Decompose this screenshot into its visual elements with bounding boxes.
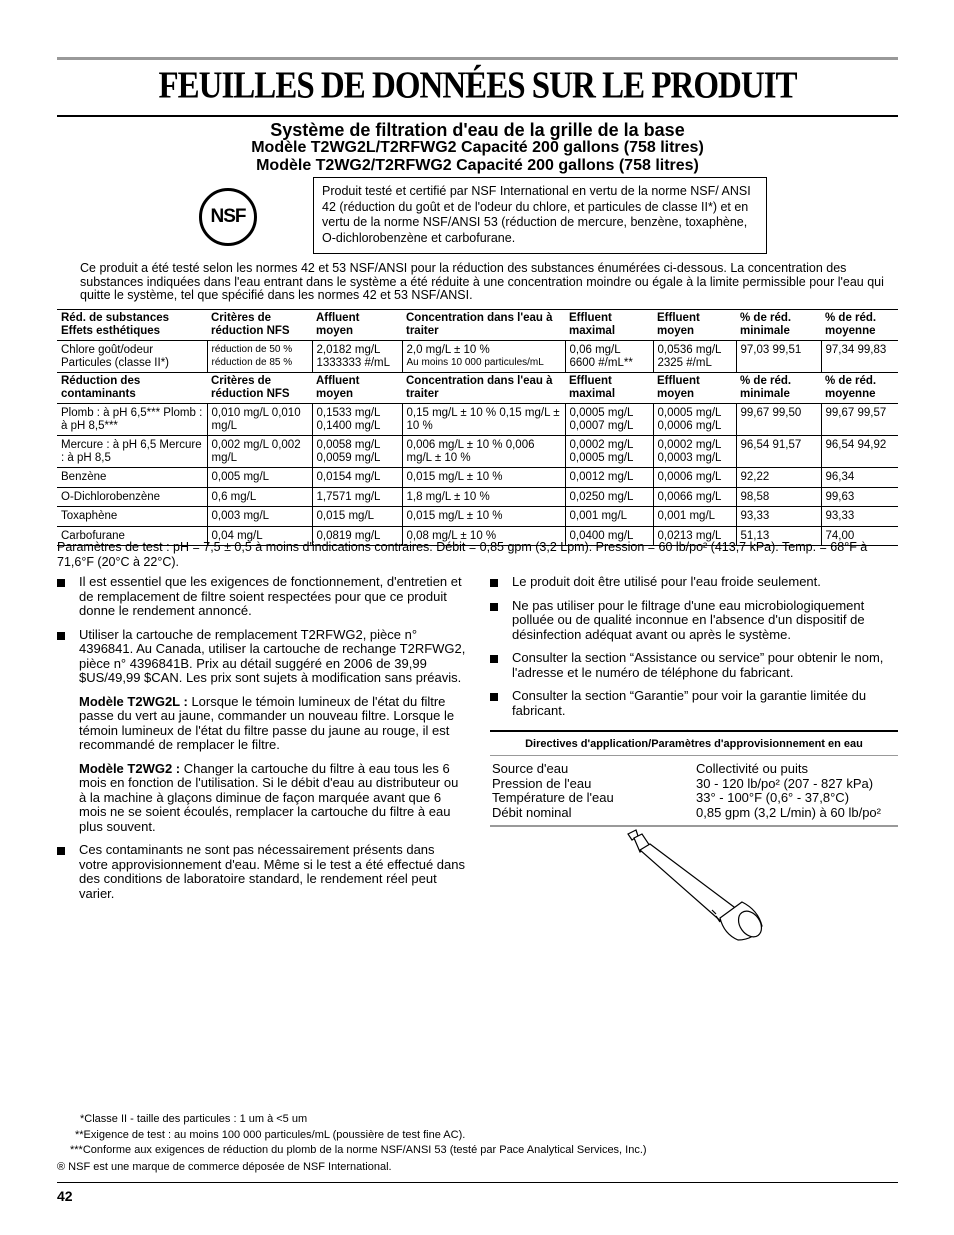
table-header: Critères de réduction NFS <box>207 373 312 404</box>
table-cell: 0,04 mg/L <box>207 526 312 546</box>
directive-label: Température de l'eau <box>492 790 614 805</box>
bottom-rule <box>57 1182 898 1183</box>
bullet-text: Ne pas utiliser pour le filtrage d'une eau microbiologiquement polluée ou de qualité inconnue en l'absence d'un dispositif de désinfection adéquat avant ou après le système. <box>512 597 865 642</box>
model-label: Modèle T2WG2L : <box>79 693 188 709</box>
table-cell: 0,0012 mg/L <box>565 468 653 488</box>
page-title: FEUILLES DE DONNÉES SUR LE PRODUIT <box>158 65 797 107</box>
table-row <box>57 507 898 527</box>
nsf-logo <box>199 188 257 246</box>
table-header: % de réd. moyenne <box>821 373 898 404</box>
bullet-item <box>57 575 467 619</box>
table-cell: 93,33 <box>821 507 898 527</box>
table-cell: 96,54 94,92 <box>821 436 898 468</box>
table-cell: 0,0002 mg/L 0,0003 mg/L <box>653 436 736 468</box>
top-rule <box>57 57 898 60</box>
bullet-square-icon <box>57 579 65 587</box>
table-row <box>57 404 898 436</box>
directives-table <box>490 730 898 827</box>
footnote-1: *Classe II - taille des particules : 1 um à <5 um <box>80 1113 308 1125</box>
table-header: Réd. de substances Effets esthétiques <box>57 310 207 341</box>
table-cell: 2,0182 mg/L 1333333 #/mL <box>312 341 402 373</box>
model-text: Changer la cartouche du filtre à eau tous les 6 mois en fonction de l'utilisation. Si le débit d'eau au distributeur ou à la machine à glaçons diminue de façon marquée avant que 6 mois ne se soient écoulés, remplacer la cartouche du filtre à eau plus souvent. <box>79 760 459 834</box>
table-cell: 0,0213 mg/L <box>653 526 736 546</box>
table-row <box>57 436 898 468</box>
table-cell: 96,34 <box>821 468 898 488</box>
table-header-row <box>57 310 898 341</box>
directives-row <box>490 756 898 777</box>
table-cell: 0,015 mg/L ± 10 % <box>402 507 565 527</box>
table-header: % de réd. minimale <box>736 373 821 404</box>
table-cell: 0,005 mg/L <box>207 468 312 488</box>
table-cell: Chlore goût/odeur Particules (classe II*) <box>57 341 207 373</box>
right-column <box>490 575 900 727</box>
directives-row <box>490 791 898 806</box>
table-cell: 0,6 mg/L <box>207 487 312 507</box>
table-cell: 74,00 <box>821 526 898 546</box>
table-cell: 0,1533 mg/L 0,1400 mg/L <box>312 404 402 436</box>
table-cell: 0,001 mg/L <box>565 507 653 527</box>
certification-box: Produit testé et certifié par NSF International en vertu de la norme NSF/ ANSI 42 (réduction du goût et de l'odeur du chlore, et particules de classe II*) et en vertu de la norme NSF/ANSI 53 (réduction de mercure, benzène, toxaphène, O-dichlorobenzène et carbofurane. <box>313 177 767 254</box>
bullet-square-icon <box>490 655 498 663</box>
table-cell: 99,67 99,50 <box>736 404 821 436</box>
table-cell: 93,33 <box>736 507 821 527</box>
directive-value: 0,85 gpm (3,2 L/min) à 60 lb/po² <box>696 804 881 820</box>
table-cell: 0,06 mg/L 6600 #/mL** <box>565 341 653 373</box>
bullet-square-icon <box>57 847 65 855</box>
table-cell: 0,0005 mg/L 0,0007 mg/L <box>565 404 653 436</box>
table-cell: 1,8 mg/L ± 10 % <box>402 487 565 507</box>
table-header: Effluent maximal <box>565 373 653 404</box>
table-cell: 0,0058 mg/L 0,0059 mg/L <box>312 436 402 468</box>
table-cell: Toxaphène <box>57 507 207 527</box>
footnote-3: ***Conforme aux exigences de réduction du plomb de la norme NSF/ANSI 53 (testé par Pace Analytical Services, Inc.) <box>70 1144 647 1156</box>
table-header: % de réd. minimale <box>736 310 821 341</box>
bullet-text: Utiliser la cartouche de remplacement T2RFWG2, pièce n° 4396841. Au Canada, utiliser la cartouche de rechange T2RFWG2, pièce n° 4396841B. Prix au détail suggéré en 2006 de 39,99 $US/49,99 $CAN. Les prix sont sujets à modification sans préavis. <box>79 626 466 685</box>
table-cell: 0,003 mg/L <box>207 507 312 527</box>
table-cell: 98,58 <box>736 487 821 507</box>
bullet-text: Il est essentiel que les exigences de fonctionnement, d'entretien et de remplacement de filtre soient respectées pour que ce produit donne le rendement annoncé. <box>79 574 462 618</box>
directive-label: Source d'eau <box>492 761 569 776</box>
table-header: Affluent moyen <box>312 373 402 404</box>
table-header-row <box>57 373 898 404</box>
test-parameters: Paramètres de test : pH = 7,5 ± 0,5 à moins d'indications contraires. Débit = 0,85 gpm (3,2 Lpm). Pression = 60 lb/po² (413,7 kPa). Temp. = 68°F à 71,6°F (20°C à 22°C). <box>57 540 868 569</box>
table-cell: 0,0005 mg/L 0,0006 mg/L <box>653 404 736 436</box>
directive-label: Pression de l'eau <box>492 775 592 791</box>
table-cell: 0,0819 mg/L <box>312 526 402 546</box>
bullet-square-icon <box>490 693 498 701</box>
bullet-square-icon <box>490 579 498 587</box>
bullet-text: Consulter la section “Assistance ou service” pour obtenir le nom, l'adresse et le numéro de téléphone du fabricant. <box>512 650 884 680</box>
bullet-item <box>490 599 900 643</box>
page-number: 42 <box>57 1188 73 1204</box>
table-cell: 97,03 99,51 <box>736 341 821 373</box>
table-cell: 0,0250 mg/L <box>565 487 653 507</box>
bullet-item <box>57 843 467 901</box>
footnote-4: ® NSF est une marque de commerce déposée de NSF International. <box>57 1161 392 1173</box>
table-cell: 51,13 <box>736 526 821 546</box>
directive-value: 30 - 120 lb/po² (207 - 827 kPa) <box>696 775 874 791</box>
table-cell: 0,15 mg/L ± 10 % 0,15 mg/L ± 10 % <box>402 404 565 436</box>
model-paragraph <box>57 762 467 835</box>
table-cell: 1,7571 mg/L <box>312 487 402 507</box>
model-label: Modèle T2WG2 : <box>79 760 181 776</box>
table-header: Effluent maximal <box>565 310 653 341</box>
model-paragraph <box>57 695 467 753</box>
cell-line: 2,0 mg/L ± 10 % <box>406 344 490 356</box>
table-cell: 0,006 mg/L ± 10 % 0,006 mg/L ± 10 % <box>402 436 565 468</box>
directives-row <box>490 777 898 792</box>
left-column <box>57 575 467 910</box>
table-cell: 0,015 mg/L <box>312 507 402 527</box>
directives-grid <box>490 756 898 827</box>
table-header: Critères de réduction NFS <box>207 310 312 341</box>
table-row <box>57 341 898 373</box>
footnote-2: **Exigence de test : au moins 100 000 particules/mL (poussière de test fine AC). <box>75 1129 466 1141</box>
bullet-item <box>490 689 900 718</box>
table-header: % de réd. moyenne <box>821 310 898 341</box>
table-cell: 0,001 mg/L <box>653 507 736 527</box>
table-cell: 0,08 mg/L ± 10 % <box>402 526 565 546</box>
table-cell: O-Dichlorobenzène <box>57 487 207 507</box>
table-cell: 0,0400 mg/L <box>565 526 653 546</box>
bullet-item <box>490 575 900 590</box>
table-cell: 0,0066 mg/L <box>653 487 736 507</box>
table-cell: Mercure : à pH 6,5 Mercure : à pH 8,5 <box>57 436 207 468</box>
table-cell: 99,63 <box>821 487 898 507</box>
cell-line: Au moins 10 000 particules/mL <box>406 356 544 368</box>
directive-label: Débit nominal <box>492 804 572 820</box>
directive-value: 33° - 100°F (0,6° - 37,8°C) <box>696 790 850 805</box>
table-cell: Benzène <box>57 468 207 488</box>
table-cell: 0,0002 mg/L 0,0005 mg/L <box>565 436 653 468</box>
bullet-text: Ces contaminants ne sont pas nécessairement présents dans votre approvisionnement d'eau. Même si le test a été effectué dans des conditions de laboratoire standard, le rendement réel peut varier. <box>79 842 465 901</box>
table-header: Effluent moyen <box>653 373 736 404</box>
table-cell: 0,015 mg/L ± 10 % <box>402 468 565 488</box>
table-header: Affluent moyen <box>312 310 402 341</box>
model-text: Lorsque le témoin lumineux de l'état du filtre passe du vert au jaune, commander un nouveau filtre. Lorsque le témoin lumineux de l'état du filtre passe du jaune au rouge, il est recommandé de remplacer le filtre. <box>79 693 455 752</box>
directive-value: Collectivité ou puits <box>696 761 808 776</box>
table-row <box>57 468 898 488</box>
bullet-text: Le produit doit être utilisé pour l'eau froide seulement. <box>512 574 821 589</box>
table-cell: 0,0536 mg/L 2325 #/mL <box>653 341 736 373</box>
directives-header: Directives d'application/Paramètres d'approvisionnement en eau <box>490 730 898 756</box>
performance-table <box>57 309 898 546</box>
table-cell: 92,22 <box>736 468 821 488</box>
table-cell: réduction de 50 % réduction de 85 % <box>207 341 312 373</box>
model-line-1: Modèle T2WG2L/T2RFWG2 Capacité 200 gallons (758 litres) <box>251 139 704 156</box>
model-line-2: Modèle T2WG2/T2RFWG2 Capacité 200 gallons (758 litres) <box>256 157 699 174</box>
bullet-text: Consulter la section “Garantie” pour voir la garantie limitée du fabricant. <box>512 688 867 718</box>
table-cell: 97,34 99,83 <box>821 341 898 373</box>
nsf-logo-text: NSF <box>210 206 246 227</box>
bullet-item <box>57 628 467 686</box>
table-cell: 96,54 91,57 <box>736 436 821 468</box>
table-header: Concentration dans l'eau à traiter <box>402 310 565 341</box>
table-cell: Plomb : à pH 6,5*** Plomb : à pH 8,5*** <box>57 404 207 436</box>
table-header: Concentration dans l'eau à traiter <box>402 373 565 404</box>
bullet-square-icon <box>57 632 65 640</box>
title-rule <box>57 115 898 117</box>
table-cell: Carbofurane <box>57 526 207 546</box>
table-cell: 0,010 mg/L 0,010 mg/L <box>207 404 312 436</box>
bullet-item <box>490 651 900 680</box>
bullet-square-icon <box>490 603 498 611</box>
intro-paragraph: Ce produit a été testé selon les normes 42 et 53 NSF/ANSI pour la réduction des substances énumérées ci-dessous. La concentration des substances indiquées dans l'eau entrant dans le système a été réduite à une concentration moindre ou égale à la limite permissible pour l'eau qui quitte le système, tel que spécifié dans les normes 42 et 53 NSF/ANSI. <box>80 261 884 302</box>
table-cell <box>402 341 565 373</box>
table-cell: 0,002 mg/L 0,002 mg/L <box>207 436 312 468</box>
filter-cartridge-icon <box>620 828 780 948</box>
table-row <box>57 487 898 507</box>
table-cell: 0,0006 mg/L <box>653 468 736 488</box>
table-cell: 99,67 99,57 <box>821 404 898 436</box>
table-header: Réduction des contaminants <box>57 373 207 404</box>
directives-row <box>490 806 898 827</box>
table-cell: 0,0154 mg/L <box>312 468 402 488</box>
section-subtitle: Système de filtration d'eau de la grille de la base <box>270 120 685 140</box>
table-header: Effluent moyen <box>653 310 736 341</box>
